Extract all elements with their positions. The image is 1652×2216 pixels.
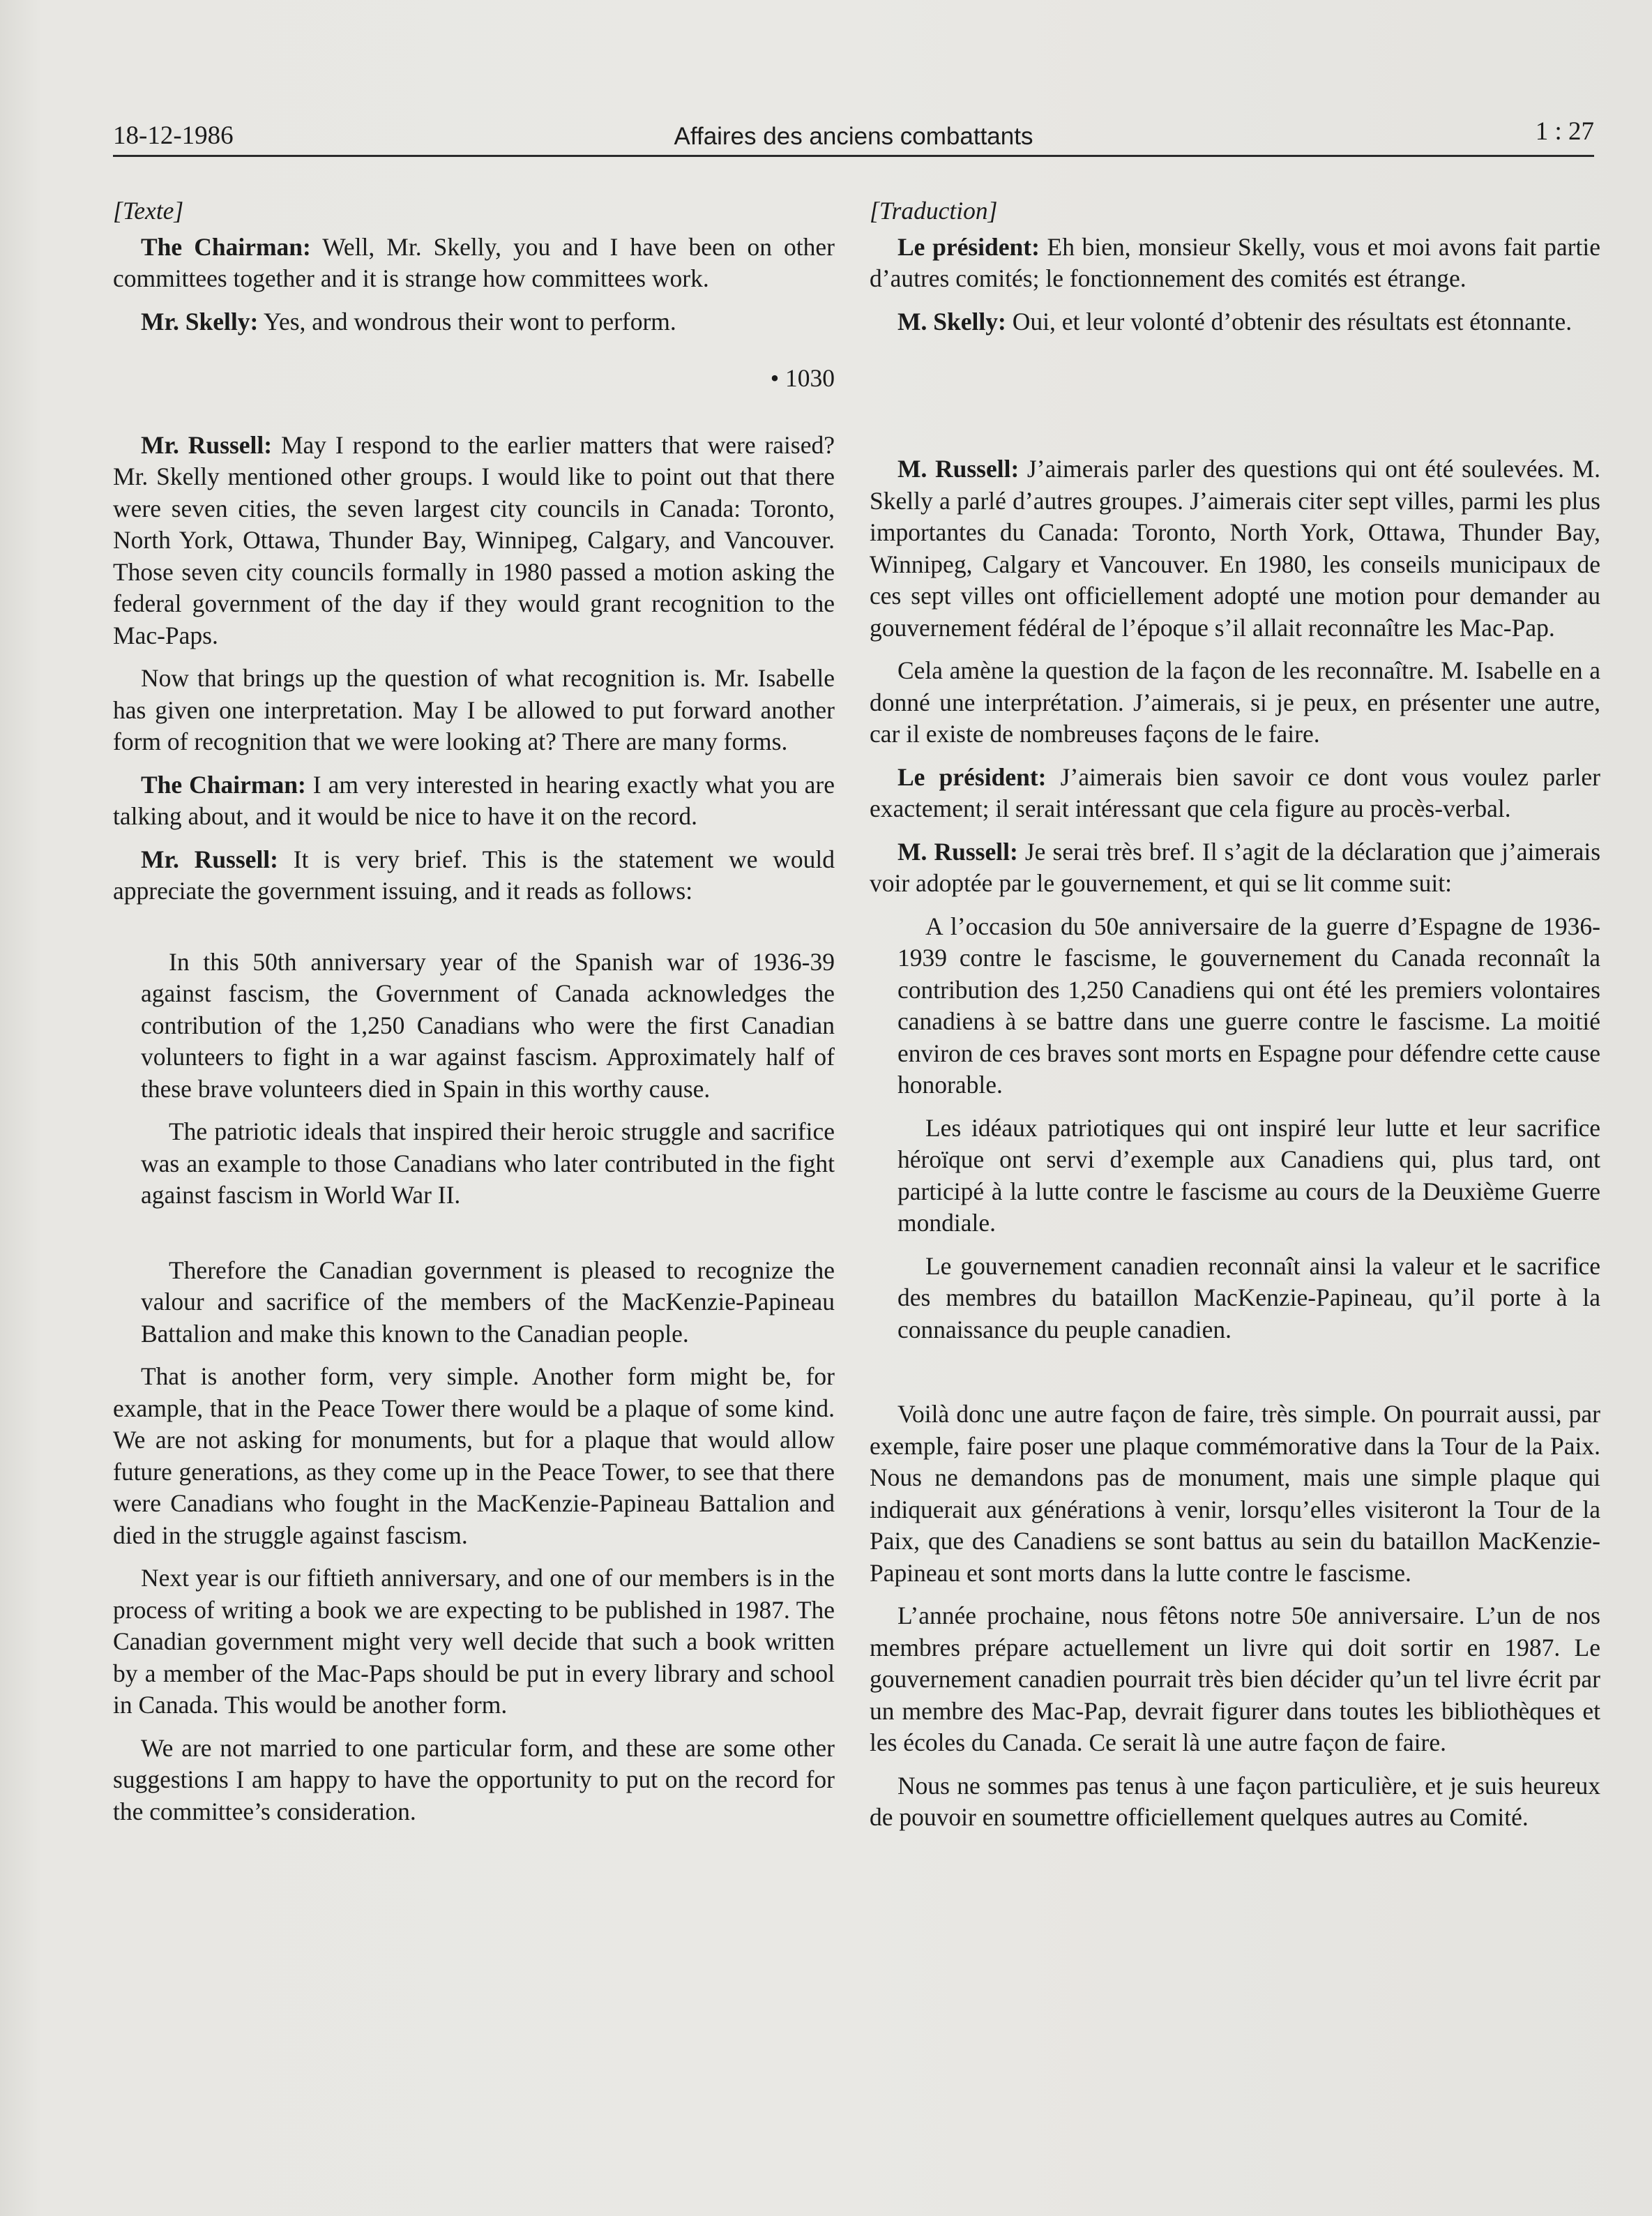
paragraph <box>113 306 835 338</box>
speaker-name: M. Russell: <box>897 455 1020 483</box>
paragraph-text: Well, Mr. Skelly, you and I have been on other committees together and it is strange how committees work. <box>113 232 835 292</box>
paragraph: Nous ne sommes pas tenus à une façon particulière, et je suis heureux de pouvoir en soumettre officiellement quelques autres au Comité. <box>870 1771 1600 1831</box>
paragraph: Now that brings up the question of what recognition is. Mr. Isabelle has given one interpretation. May I be allowed to put forward another form of recognition that we were looking at? There are many forms. <box>113 664 835 755</box>
header-date: 18-12-1986 <box>113 121 234 150</box>
quoted-statement: A l’occasion du 50e anniversaire de la guerre d’Espagne de 1936-1939 contre le fascisme, le gouvernement du Canada reconnaît la contribution des 1,250 Canadiens qui ont été les premiers volontaires canadiens à se battre dans une guerre contre le fascisme. La moitié environ de ces braves sont morts en Espagne pour défendre cette cause honorable. <box>897 912 1600 1099</box>
paragraph: Next year is our fiftieth anniversary, and one of our members is in the process of writing a book we are expecting to be published in 1987. The Canadian government might very well decide that such a book written by a member of the Mac-Paps should be put in every library and school in Canada. This would be another form. <box>113 1564 835 1719</box>
speaker-name: M. Russell: <box>897 837 1018 866</box>
paragraph: Cela amène la question de la façon de les reconnaître. M. Isabelle en a donné une interprétation. J’aimerais, si je peux, en présenter une autre, car il existe de nombreuses façons de le faire. <box>870 656 1600 748</box>
speaker-name: The Chairman: <box>141 232 311 261</box>
paragraph: L’année prochaine, nous fêtons notre 50e anniversaire. L’un de nos membres prépare actuellement un livre qui doit sortir en 1987. Le gouvernement canadien pourrait très bien décider qu’un tel livre écrit par un membre des Mac-Pap, devrait figurer dans toutes les bibliothèques et les écoles du Canada. Ce serait là une autre façon de faire. <box>870 1601 1600 1756</box>
paragraph <box>113 232 835 295</box>
speaker-name: The Chairman: <box>141 770 306 799</box>
paragraph <box>870 232 1600 295</box>
language-label: [Texte] <box>113 197 184 225</box>
quoted-statement: Therefore the Canadian government is pleased to recognize the valour and sacrifice of the members of the MacKenzie-Papineau Battalion and make this known to the Canadian people. <box>141 1256 835 1348</box>
paragraph: That is another form, very simple. Another form might be, for example, that in the Peace Tower there would be a plaque of some kind. We are not asking for monuments, but for a plaque that would allow future generations, as they come up in the Peace Tower, to see that there were Canadians who fought in the MacKenzie-Papineau Battalion and died in the struggle against fascism. <box>113 1362 835 1549</box>
speaker-name: Le président: <box>897 762 1047 791</box>
quoted-statement: In this 50th anniversary year of the Spanish war of 1936-39 against fascism, the Government of Canada acknowledges the contribution of the 1,250 Canadians who were the first Canadian volunteers to fight in a war against fascism. Approximately half of these brave volunteers died in Spain in this worthy cause. <box>141 947 835 1103</box>
french-column <box>870 195 1600 1845</box>
quoted-statement: Le gouvernement canadien reconnaît ainsi la valeur et le sacrifice des membres du bataillon MacKenzie-Papineau, qu’il porte à la connaissance du peuple canadien. <box>897 1251 1600 1343</box>
paragraph: We are not married to one particular form, and these are some other suggestions I am happy to have the opportunity to put on the record for the committee’s consideration. <box>113 1733 835 1825</box>
speaker-name: Mr. Skelly: <box>141 307 259 336</box>
paragraph-text: J’aimerais bien savoir ce dont vous voulez parler exactement; il serait intéressant que cela figure au procès-verbal. <box>870 762 1600 822</box>
speaker-name: Mr. Russell: <box>141 430 273 459</box>
paragraph-text: It is very brief. This is the statement we would appreciate the government issuing, and it reads as follows: <box>113 845 835 905</box>
paragraph <box>113 430 835 652</box>
paragraph <box>870 762 1600 825</box>
paragraph: Voilà donc une autre façon de faire, très simple. On pourrait aussi, par exemple, faire poser une plaque commémorative dans la Tour de la Paix. Nous ne demandons pas de monument, mais une simple plaque qui indiquerait aux générations à venir, lorsqu’elles visiteront la Tour de la Paix, que des Canadiens se sont battus au sein du bataillon MacKenzie-Papineau et sont morts dans la lutte contre le fascisme. <box>870 1400 1600 1587</box>
time-marker: • 1030 <box>770 364 835 392</box>
paragraph-text: I am very interested in hearing exactly what you are talking about, and it would be nice to have it on the record. <box>113 770 835 830</box>
speaker-name: M. Skelly: <box>897 307 1006 336</box>
speaker-name: Mr. Russell: <box>141 845 278 873</box>
page-header <box>113 113 1594 157</box>
paragraph <box>113 844 835 907</box>
paragraph-text: Oui, et leur volonté d’obtenir des résultats est étonnante. <box>1006 307 1573 336</box>
paragraph <box>870 453 1600 644</box>
paragraph <box>870 306 1600 338</box>
language-label: [Traduction] <box>870 197 998 225</box>
paragraph <box>870 836 1600 900</box>
quoted-statement: Les idéaux patriotiques qui ont inspiré leur lutte et leur sacrifice héroïque ont servi d’exemple aux Canadiens qui, plus tard, ont participé à la lutte contre le fascisme au cours de la Deuxième Guerre mondiale. <box>897 1113 1600 1237</box>
paragraph-text: J’aimerais parler des questions qui ont été soulevées. M. Skelly a parlé d’autres groupes. J’aimerais citer sept villes, parmi les plus importantes du Canada: Toronto, North York, Ottawa, Thunder Bay, Winnipeg, Calgary et Vancouver. En 1980, les conseils municipaux de ces sept villes ont officiellement adopté une motion pour demander au gouvernement fédéral de l’époque s’il allait reconnaître les Mac-Pap. <box>870 455 1600 642</box>
english-column <box>113 195 835 1839</box>
paragraph-text: Eh bien, monsieur Skelly, vous et moi avons fait partie d’autres comités; le fonctionnement des comités est étrange. <box>870 232 1600 292</box>
speaker-name: Le président: <box>897 232 1040 261</box>
paragraph-text: Je serai très bref. Il s’agit de la déclaration que j’aimerais voir adoptée par le gouvernement, et qui se lit comme suit: <box>870 837 1601 897</box>
paragraph-text: May I respond to the earlier matters that were raised? Mr. Skelly mentioned other groups. I would like to point out that there were seven cities, the seven largest city councils in Canada: Toronto, North York, Ottawa, Thunder Bay, Winnipeg, Calgary, and Vancouver. Those seven city councils formally in 1980 passed a motion asking the federal government of the day if they would grant recognition to the Mac-Paps. <box>113 430 835 649</box>
paragraph-text: Yes, and wondrous their wont to perform. <box>258 307 676 336</box>
page-number: 1 : 27 <box>1535 117 1594 146</box>
paragraph <box>113 769 835 833</box>
quoted-statement: The patriotic ideals that inspired their heroic struggle and sacrifice was an example to those Canadians who later contributed in the fight against fascism in World War II. <box>141 1117 835 1209</box>
header-title: Affaires des anciens combattants <box>674 123 1033 150</box>
